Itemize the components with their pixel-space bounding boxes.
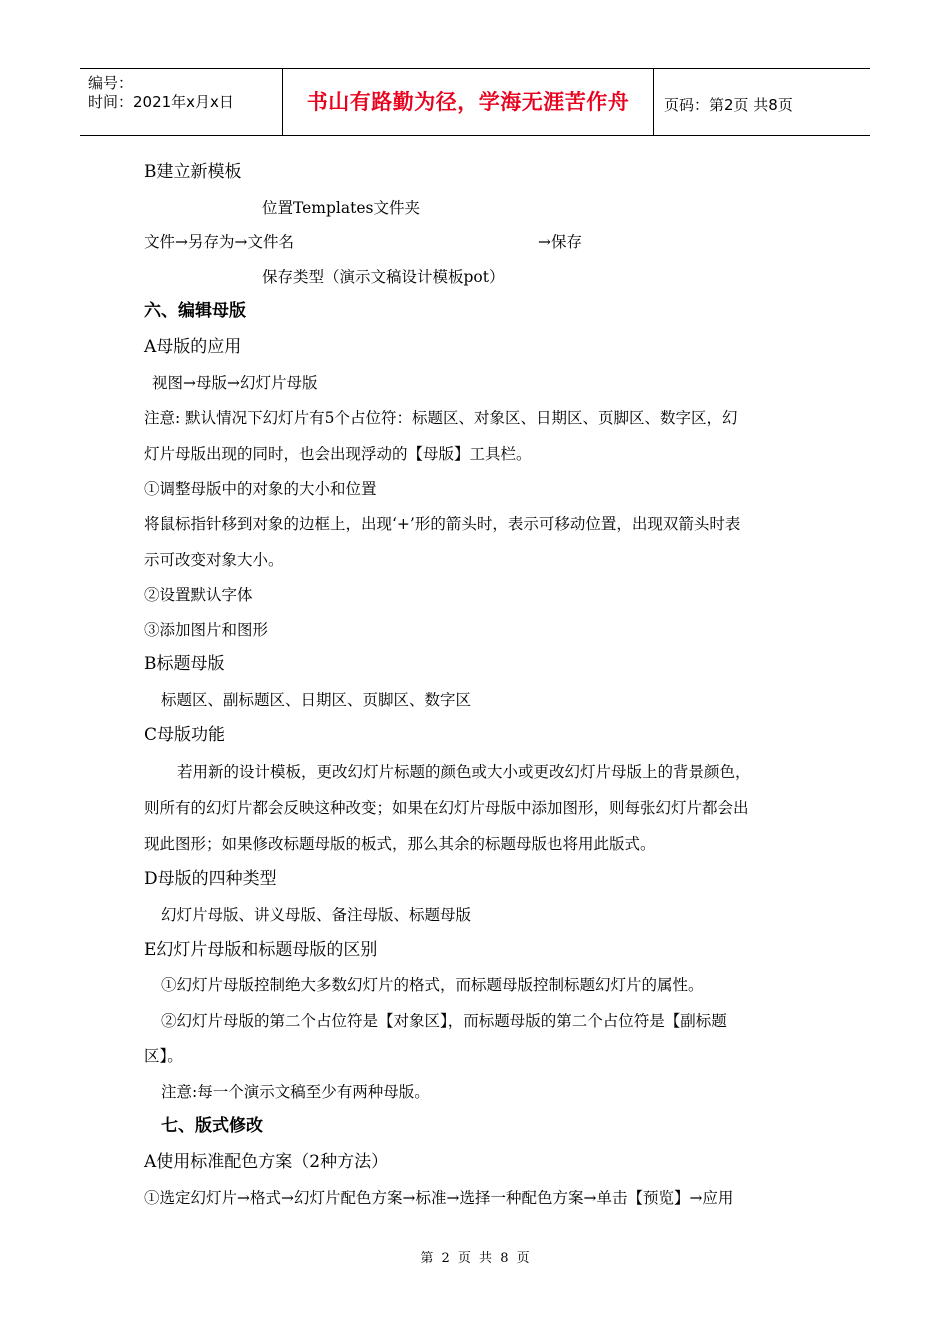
heading-e-master-difference: E幻灯片母版和标题母版的区别: [144, 940, 378, 960]
text-line: 若用新的设计模板，更改幻灯片标题的颜色或大小或更改幻灯片母版上的背景颜色，: [177, 763, 751, 781]
page-footer: 第 2 页 共 8 页: [420, 1251, 530, 1266]
text-line: 视图→母版→幻灯片母版: [152, 374, 318, 392]
header-time-label: 时间：2021年x月x日: [88, 93, 234, 111]
text-line: 标题区、副标题区、日期区、页脚区、数字区: [161, 691, 472, 709]
text-line: ①幻灯片母版控制绝大多数幻灯片的格式，而标题母版控制标题幻灯片的属性。: [161, 976, 704, 994]
heading-a-standard-color-scheme: A使用标准配色方案（2种方法）: [144, 1152, 389, 1172]
heading-b-title-master: B标题母版: [144, 654, 225, 674]
heading-a-master-usage: A母版的应用: [144, 337, 242, 357]
header-top-border: [80, 68, 870, 69]
text-line: 示可改变对象大小。: [144, 551, 284, 569]
heading-d-master-types: D母版的四种类型: [144, 869, 277, 889]
text-line: ②幻灯片母版的第二个占位符是【对象区】，而标题母版的第二个占位符是【副标题: [161, 1012, 727, 1030]
text-line: →保存: [538, 233, 582, 251]
text-line: 文件→另存为→文件名: [144, 233, 294, 251]
header-motto: 书山有路勤为径，学海无涯苦作舟: [306, 90, 630, 114]
header-bottom-border: [80, 135, 870, 136]
text-line: 灯片母版出现的同时，也会出现浮动的【母版】工具栏。: [144, 445, 532, 463]
header-page-code: 页码：第2页 共8页: [664, 96, 793, 114]
text-line: ①选定幻灯片→格式→幻灯片配色方案→标准→选择一种配色方案→单击【预览】→应用: [144, 1189, 734, 1207]
header-number-label: 编号：: [88, 74, 134, 92]
text-line: 将鼠标指针移到对象的边框上，出现‘+’形的箭头时，表示可移动位置，出现双箭头时表: [144, 515, 741, 533]
text-line: 保存类型（演示文稿设计模板pot）: [262, 268, 505, 286]
text-line: 注意: 默认情况下幻灯片有5个占位符：标题区、对象区、日期区、页脚区、数字区，幻: [144, 409, 738, 427]
header-divider-right: [653, 68, 654, 135]
section-heading-6: 六、编辑母版: [144, 301, 246, 321]
text-line: ③添加图片和图形: [144, 621, 269, 639]
text-line: ①调整母版中的对象的大小和位置: [144, 480, 377, 498]
text-line: 注意:每一个演示文稿至少有两种母版。: [161, 1083, 430, 1101]
text-line: 则所有的幻灯片都会反映这种改变；如果在幻灯片母版中添加图形，则每张幻灯片都会出: [144, 799, 749, 817]
heading-b-new-template: B建立新模板: [144, 162, 242, 182]
section-heading-7: 七、版式修改: [161, 1116, 263, 1136]
text-line: 现此图形；如果修改标题母版的板式，那么其余的标题母版也将用此版式。: [144, 835, 656, 853]
text-line: 幻灯片母版、讲义母版、备注母版、标题母版: [161, 906, 472, 924]
text-line: 区】。: [144, 1047, 183, 1065]
text-line: 位置Templates文件夹: [262, 199, 420, 217]
heading-c-master-function: C母版功能: [144, 725, 226, 745]
text-line: ②设置默认字体: [144, 586, 253, 604]
